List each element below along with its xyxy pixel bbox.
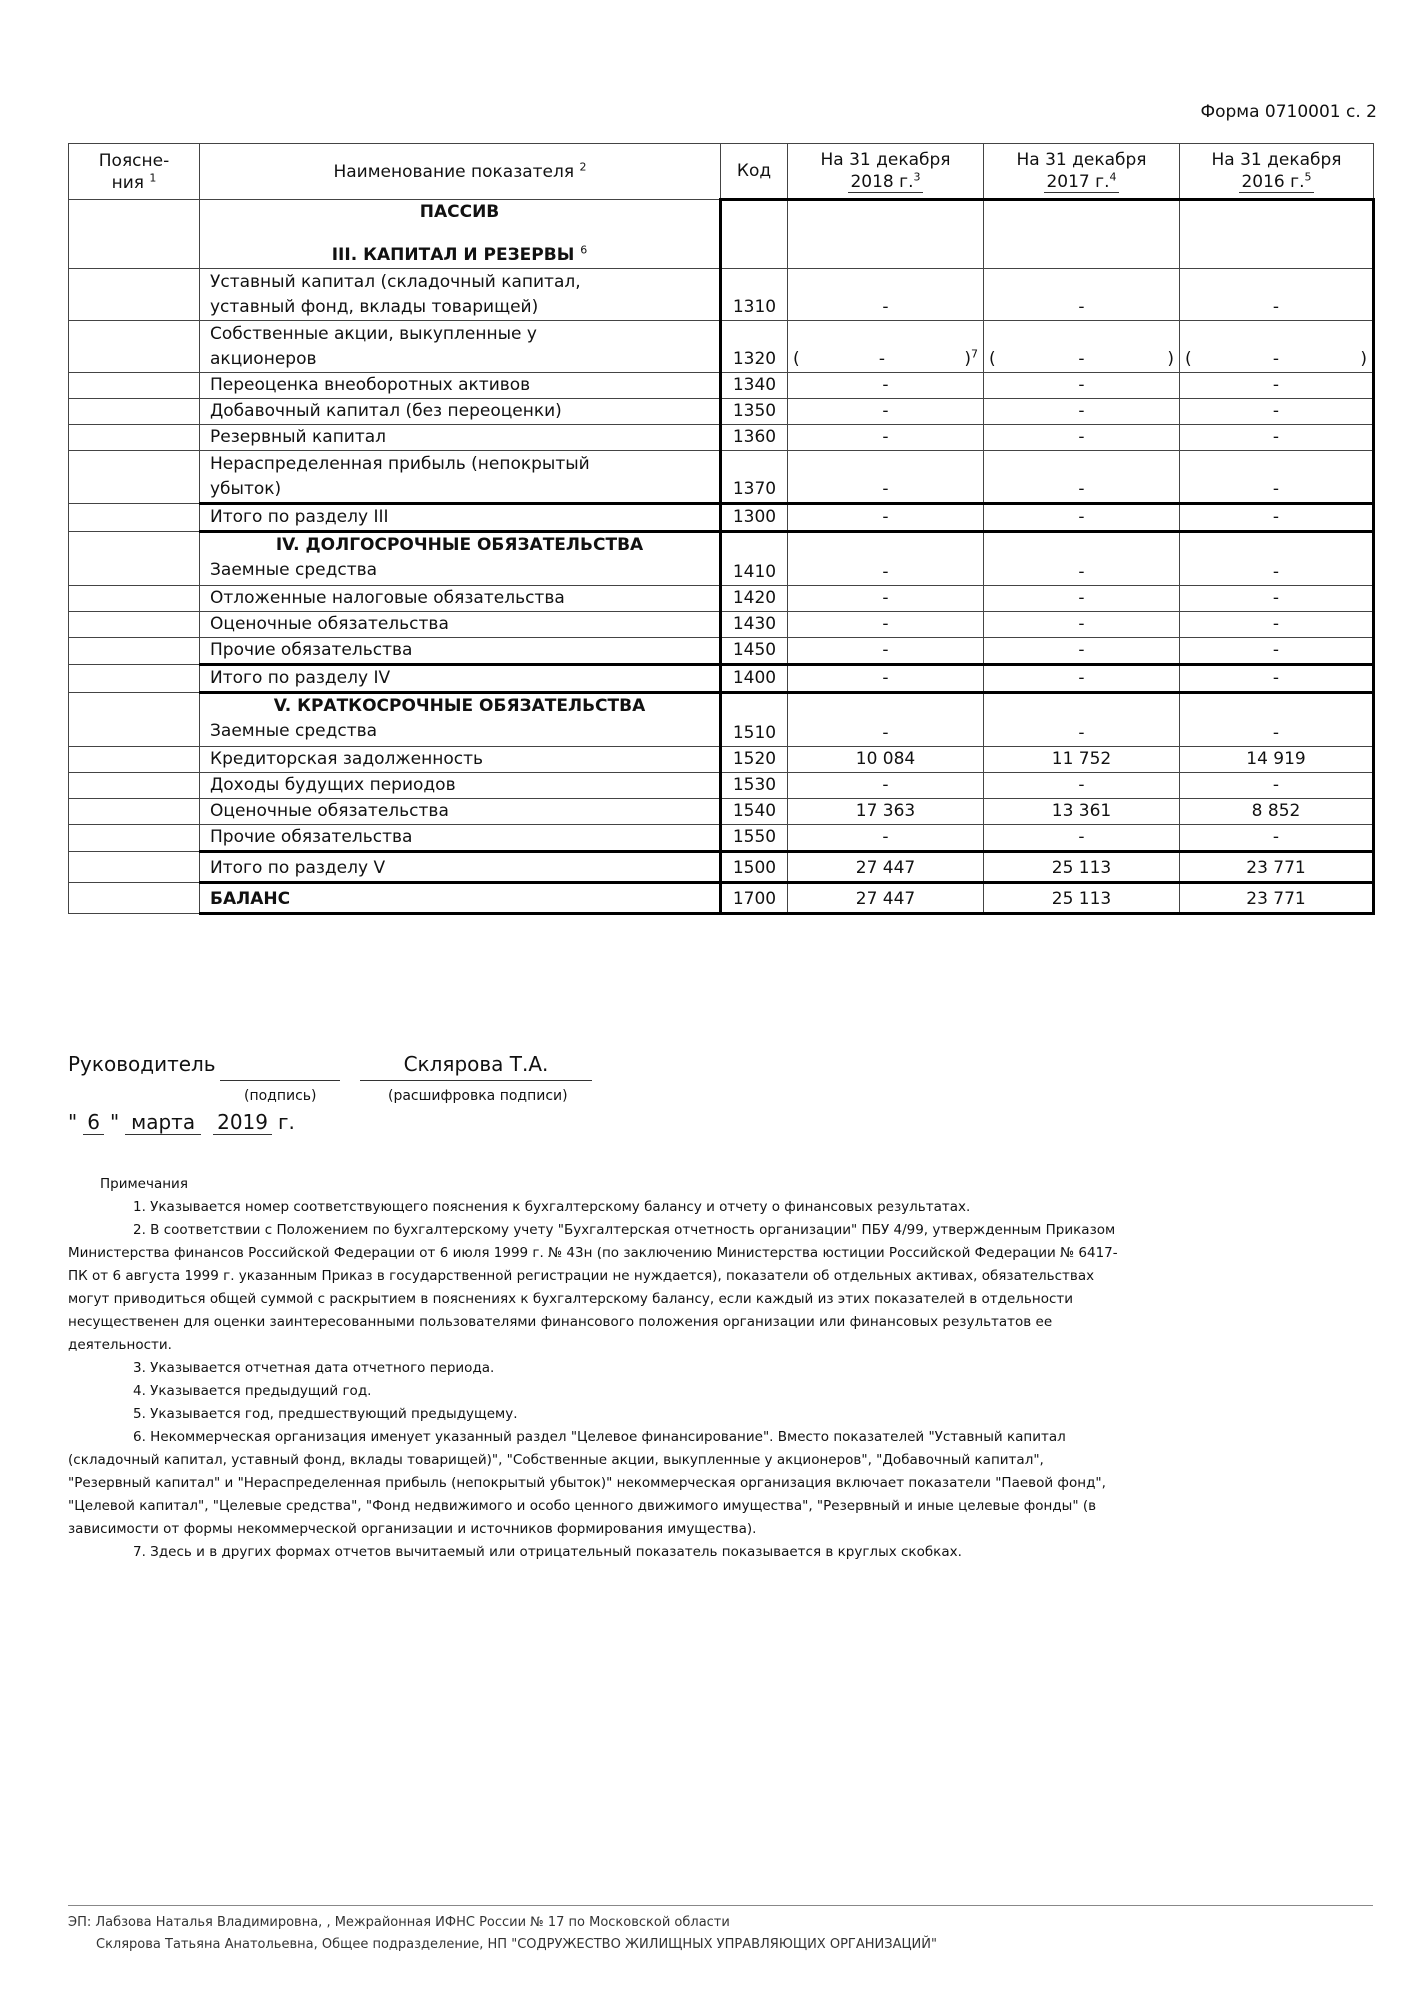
value-2018: 10 084 <box>788 747 984 773</box>
value-2018: - <box>788 451 984 504</box>
signer-role: Руководитель <box>68 1052 216 1076</box>
row-code: 1450 <box>721 638 788 665</box>
value-2016: - <box>1180 532 1374 586</box>
value-2017: - <box>984 425 1180 451</box>
balance-total-row <box>69 883 1374 914</box>
value-2016: - <box>1180 399 1374 425</box>
footnote-ref: 4 <box>1109 170 1117 184</box>
row-name: Резервный капитал <box>200 425 721 451</box>
notes-title: Примечания <box>100 1176 188 1192</box>
row-name: БАЛАНС <box>200 883 721 914</box>
footer-line-1: ЭП: Лабзова Наталья Владимировна, , Межрайонная ИФНС России № 17 по Московской области <box>68 1915 730 1930</box>
value-2018: - <box>788 773 984 799</box>
footnote-ref: 1 <box>149 170 157 184</box>
value-2018: - <box>788 399 984 425</box>
section-header-row <box>69 200 1374 269</box>
table-row <box>69 399 1374 425</box>
value-2018: - <box>788 825 984 852</box>
value-2017: - <box>984 532 1180 586</box>
footnote-ref: 6 <box>580 243 588 257</box>
row-code: 1340 <box>721 373 788 399</box>
table-row <box>69 269 1374 321</box>
value-2016: - <box>1180 612 1374 638</box>
row-name-text: Заемные средства <box>210 560 378 580</box>
value-2017: 25 113 <box>984 852 1180 883</box>
value-2018: - <box>788 269 984 321</box>
value-2017: - <box>984 586 1180 612</box>
row-name-line1: Собственные акции, выкупленные у <box>210 324 537 344</box>
row-name-line2: уставный фонд, вклады товарищей) <box>210 297 539 317</box>
value-2018: - <box>788 612 984 638</box>
date-day: 6 <box>83 1110 104 1135</box>
form-number: Форма 0710001 с. 2 <box>1200 102 1377 122</box>
signer-name: Склярова Т.А. <box>403 1052 549 1076</box>
row-name: Итого по разделу III <box>200 504 721 532</box>
table-row <box>69 747 1374 773</box>
value-2016: 23 771 <box>1180 883 1374 914</box>
date-year: 2019 <box>213 1110 272 1135</box>
year-label: 2018 г. <box>850 172 914 192</box>
row-name-text: Заемные средства <box>210 721 378 741</box>
value-2018: - <box>788 586 984 612</box>
footnote-ref: 5 <box>1304 170 1312 184</box>
value-2018: - <box>788 638 984 665</box>
value-2018: - <box>788 373 984 399</box>
value-2017 <box>984 321 1180 373</box>
row-code: 1530 <box>721 773 788 799</box>
date-column-header-1 <box>788 144 984 200</box>
date-column-header-3 <box>1180 144 1374 200</box>
name-line <box>360 1080 592 1081</box>
value-2016: - <box>1180 373 1374 399</box>
subtotal-row <box>69 504 1374 532</box>
signature-date <box>68 1110 295 1135</box>
value-2017: 25 113 <box>984 883 1180 914</box>
value-2017: - <box>984 638 1180 665</box>
row-name: Прочие обязательства <box>200 825 721 852</box>
row-name: Переоценка внеоборотных активов <box>200 373 721 399</box>
value-2017: - <box>984 269 1180 321</box>
value: - <box>1078 349 1085 369</box>
row-code: 1420 <box>721 586 788 612</box>
row-name: Оценочные обязательства <box>200 612 721 638</box>
notes-col-line2: ния <box>111 172 144 193</box>
row-code: 1520 <box>721 747 788 773</box>
footnote-ref: 2 <box>579 159 587 173</box>
open-paren: ( <box>793 349 800 369</box>
notes-section <box>68 1173 1128 1564</box>
value-2018: - <box>788 693 984 747</box>
row-name <box>200 321 721 373</box>
year-label: 2017 г. <box>1046 172 1110 192</box>
note-6: 6. Некоммерческая организация именует указанный раздел "Целевое финансирование". Вместо показателей "Уставный капитал (складочный капитал, уставный фонд, вклады товарищей)", "Собственные акции, выкупленные у акционеров", "Добавочный капитал", "Резервный капитал" и "Нераспределенная прибыль (непокрытый убыток)" некоммерческая организация включает показатели "Паевой фонд", "Целевой капитал", "Целевые средства", "Фонд недвижимого и особо ценного движимого имущества", "Резервный и иные целевые фонды" (в зависимости от формы некоммерческой организации и источников формирования имущества). <box>68 1429 1106 1537</box>
row-code: 1370 <box>721 451 788 504</box>
open-paren: ( <box>1185 349 1192 369</box>
name-column-header <box>200 144 721 200</box>
notes-col-line1: Поясне- <box>98 150 170 171</box>
value-2017: 13 361 <box>984 799 1180 825</box>
row-code: 1430 <box>721 612 788 638</box>
row-name-line1: Нераспределенная прибыль (непокрытый <box>210 454 590 474</box>
value-2017: 11 752 <box>984 747 1180 773</box>
value-2017: - <box>984 665 1180 693</box>
value-2018: - <box>788 665 984 693</box>
close-paren: ) <box>1167 349 1174 369</box>
row-code: 1510 <box>721 693 788 747</box>
passiv-title: ПАССИВ <box>419 202 500 222</box>
row-name: Оценочные обязательства <box>200 799 721 825</box>
section-3-label: III. КАПИТАЛ И РЕЗЕРВЫ <box>331 245 575 265</box>
row-name-line2: акционеров <box>210 349 317 369</box>
date-column-header-2 <box>984 144 1180 200</box>
value-2018: - <box>788 504 984 532</box>
value-2016 <box>1180 321 1374 373</box>
row-code: 1320 <box>721 321 788 373</box>
table-row <box>69 612 1374 638</box>
signature-line <box>220 1080 340 1081</box>
note-5: 5. Указывается год, предшествующий предыдущему. <box>133 1406 518 1422</box>
table-row <box>69 321 1374 373</box>
value-2016: - <box>1180 269 1374 321</box>
table-row <box>69 451 1374 504</box>
value-2016: - <box>1180 451 1374 504</box>
value-2018: - <box>788 532 984 586</box>
year-2018 <box>848 172 922 193</box>
signature-label: (подпись) <box>244 1088 317 1104</box>
e-signature-footer <box>68 1905 1373 1956</box>
note-1: 1. Указывается номер соответствующего пояснения к бухгалтерскому балансу и отчету о финансовых результатах. <box>133 1199 971 1215</box>
row-code: 1350 <box>721 399 788 425</box>
value-2016: - <box>1180 773 1374 799</box>
value-2017: - <box>984 773 1180 799</box>
section-header <box>200 200 721 269</box>
name-col-label: Наименование показателя <box>333 161 575 182</box>
table-row <box>69 773 1374 799</box>
subtotal-row <box>69 852 1374 883</box>
notes-column-header <box>69 144 200 200</box>
footer-line-2: Склярова Татьяна Анатольевна, Общее подразделение, НП "СОДРУЖЕСТВО ЖИЛИЩНЫХ УПРАВЛЯЮЩИХ ОРГАНИЗАЦИЙ" <box>96 1937 937 1952</box>
value-2016: - <box>1180 693 1374 747</box>
value-2017: - <box>984 693 1180 747</box>
row-name: Итого по разделу V <box>200 852 721 883</box>
row-code: 1410 <box>721 532 788 586</box>
row-code: 1310 <box>721 269 788 321</box>
note-3: 3. Указывается отчетная дата отчетного периода. <box>133 1360 495 1376</box>
value-2018 <box>788 321 984 373</box>
value-2016: - <box>1180 825 1374 852</box>
value-2018: 27 447 <box>788 852 984 883</box>
row-name-line2: убыток) <box>210 479 282 499</box>
close-paren: ) <box>1360 349 1367 369</box>
date-prefix: На 31 декабря <box>1016 150 1147 170</box>
subtotal-row <box>69 665 1374 693</box>
row-name: Прочие обязательства <box>200 638 721 665</box>
date-prefix: На 31 декабря <box>820 150 951 170</box>
table-row <box>69 425 1374 451</box>
date-prefix: На 31 декабря <box>1211 150 1342 170</box>
row-name: Кредиторская задолженность <box>200 747 721 773</box>
table-row <box>69 373 1374 399</box>
section-4-title: IV. ДОЛГОСРОЧНЫЕ ОБЯЗАТЕЛЬСТВА <box>275 535 644 555</box>
row-name <box>200 451 721 504</box>
row-name <box>200 532 721 586</box>
value-2018: 27 447 <box>788 883 984 914</box>
value-2016: - <box>1180 425 1374 451</box>
quote-open: " <box>68 1110 78 1134</box>
value-2016: 14 919 <box>1180 747 1374 773</box>
row-name <box>200 693 721 747</box>
table-header-row <box>69 144 1374 200</box>
year-suffix: г. <box>278 1110 295 1134</box>
value: - <box>878 349 886 369</box>
note-2: 2. В соответствии с Положением по бухгалтерскому учету "Бухгалтерская отчетность организации" ПБУ 4/99, утвержденным Приказом Министерства финансов Российской Федерации от 6 июля 1999 г. № 43н (по заключению Министерства юстиции Российской Федерации № 6417-ПК от 6 августа 1999 г. указанным Приказ в государственной регистрации не нуждается), показатели об отдельных активах, обязательствах могут приводиться общей суммой с раскрытием в пояснениях к бухгалтерскому балансу, если каждый из этих показателей в отдельности несущественен для оценки заинтересованными пользователями финансового положения организации или финансовых результатов ее деятельности. <box>68 1222 1118 1353</box>
close-paren: ) <box>964 349 971 369</box>
value: - <box>1272 349 1280 369</box>
table-row <box>69 532 1374 586</box>
table-row <box>69 586 1374 612</box>
value-2017: - <box>984 399 1180 425</box>
value-2018: - <box>788 425 984 451</box>
table-row <box>69 693 1374 747</box>
date-month: марта <box>125 1110 201 1135</box>
note-4: 4. Указывается предыдущий год. <box>133 1383 372 1399</box>
code-column-header: Код <box>721 144 788 200</box>
footnote-ref: 3 <box>913 170 921 184</box>
value-2018: 17 363 <box>788 799 984 825</box>
value-2017: - <box>984 373 1180 399</box>
table-row <box>69 799 1374 825</box>
year-2016 <box>1239 172 1313 193</box>
value-2017: - <box>984 451 1180 504</box>
value-2017: - <box>984 825 1180 852</box>
open-paren: ( <box>989 349 996 369</box>
decode-label: (расшифровка подписи) <box>388 1088 568 1104</box>
year-label: 2016 г. <box>1241 172 1305 192</box>
value-2016: - <box>1180 504 1374 532</box>
row-code: 1550 <box>721 825 788 852</box>
row-code: 1700 <box>721 883 788 914</box>
value-2016: 8 852 <box>1180 799 1374 825</box>
value-2016: - <box>1180 638 1374 665</box>
value-2017: - <box>984 612 1180 638</box>
row-name <box>200 269 721 321</box>
row-name: Добавочный капитал (без переоценки) <box>200 399 721 425</box>
section-3-title <box>210 243 709 268</box>
quote-close: " <box>109 1110 120 1134</box>
row-name: Доходы будущих периодов <box>200 773 721 799</box>
footnote-ref: 7 <box>970 347 978 361</box>
value-2016: 23 771 <box>1180 852 1374 883</box>
row-name: Отложенные налоговые обязательства <box>200 586 721 612</box>
value-2017: - <box>984 504 1180 532</box>
value-2016: - <box>1180 586 1374 612</box>
row-code: 1400 <box>721 665 788 693</box>
row-code: 1540 <box>721 799 788 825</box>
row-name-line1: Уставный капитал (складочный капитал, <box>210 272 581 292</box>
value-2016: - <box>1180 665 1374 693</box>
year-2017 <box>1044 172 1118 193</box>
balance-sheet-liabilities-table <box>68 143 1375 915</box>
section-5-title: V. КРАТКОСРОЧНЫЕ ОБЯЗАТЕЛЬСТВА <box>273 696 646 716</box>
row-code: 1300 <box>721 504 788 532</box>
note-7: 7. Здесь и в других формах отчетов вычитаемый или отрицательный показатель показывается в круглых скобках. <box>133 1544 962 1560</box>
row-code: 1360 <box>721 425 788 451</box>
table-row <box>69 638 1374 665</box>
table-row <box>69 825 1374 852</box>
row-name: Итого по разделу IV <box>200 665 721 693</box>
row-code: 1500 <box>721 852 788 883</box>
